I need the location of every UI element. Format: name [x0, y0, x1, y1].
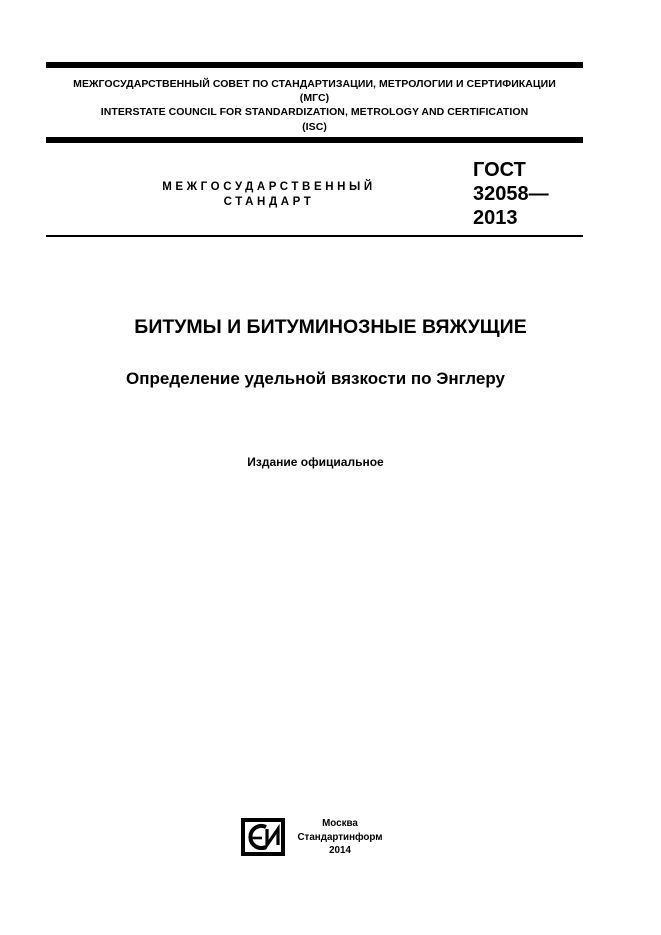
standard-type [140, 180, 398, 210]
gost-designation [473, 158, 549, 230]
council-header [46, 77, 583, 134]
edition-note: Издание официальное [247, 455, 384, 469]
gost-year: 2013 [473, 207, 518, 229]
council-name-en: INTERSTATE COUNCIL FOR STANDARDIZATION, METROLOGY AND CERTIFICATION [100, 106, 529, 119]
standard-type-line2: СТАНДАРТ [223, 196, 315, 208]
imprint-year: 2014 [329, 845, 351, 856]
standartinform-logo-icon [240, 817, 286, 857]
council-abbr-en: (ISC) [302, 120, 327, 133]
document-subtitle: Определение удельной вязкости по Энглеру [126, 369, 505, 388]
imprint [290, 817, 390, 858]
imprint-city: Москва [322, 818, 358, 829]
gost-number: 32058— [473, 183, 549, 205]
council-abbr-ru: (МГС) [299, 92, 330, 105]
gost-label: ГОСТ [473, 159, 526, 181]
document-title: БИТУМЫ И БИТУМИНОЗНЫЕ ВЯЖУЩИЕ [134, 316, 527, 338]
top-thick-rule [46, 62, 583, 68]
standard-type-line1: МЕЖГОСУДАРСТВЕННЫЙ [162, 181, 376, 193]
designation-bottom-rule [46, 235, 583, 237]
imprint-publisher: Стандартинформ [297, 831, 383, 843]
council-name-ru: МЕЖГОСУДАРСТВЕННЫЙ СОВЕТ ПО СТАНДАРТИЗАЦИИ, МЕТРОЛОГИИ И СЕРТИФИКАЦИИ [73, 78, 556, 90]
middle-thick-rule [46, 137, 583, 143]
